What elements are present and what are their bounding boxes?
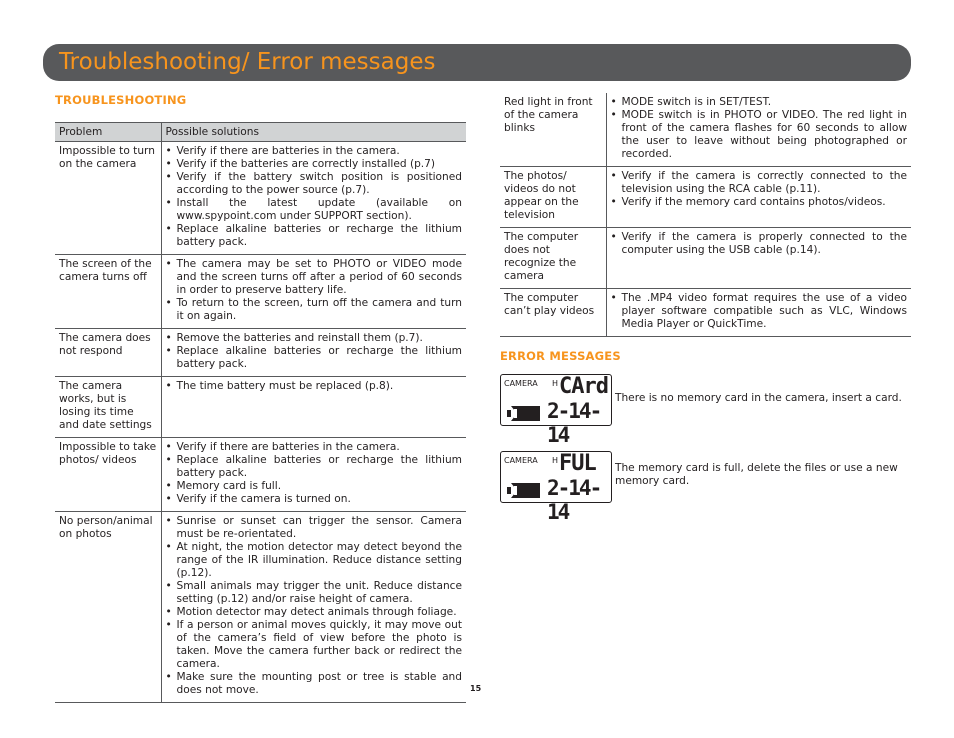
- problem-cell: The computer can’t play videos: [500, 289, 606, 337]
- lcd-mode-label: CAMERA: [504, 456, 538, 465]
- solution-item: • Verify if the battery switch position is positioned according to the power source (p.7).: [166, 171, 463, 197]
- solutions-cell: [161, 438, 466, 512]
- solution-item: • Install the latest update (available on www.spypoint.com under SUPPORT section).: [166, 197, 463, 223]
- troubleshooting-heading: TROUBLESHOOTING: [55, 93, 187, 107]
- solution-item: • The .MP4 video format requires the use of a video player software compatible such as VLC, Windows Media Player or QuickTime.: [611, 292, 908, 331]
- solution-item: • Verify if there are batteries in the camera.: [166, 145, 463, 158]
- solutions-cell: [161, 512, 466, 703]
- solution-item: • MODE switch is in SET/TEST.: [611, 96, 908, 109]
- solution-item: • Verify if the camera is properly connected to the computer using the USB cable (p.14).: [611, 231, 908, 257]
- solution-item: • If a person or animal moves quickly, it may move out of the camera’s field of view before the photo is taken. Move the camera further back or redirect the camera.: [166, 619, 463, 671]
- solution-item: • Replace alkaline batteries or recharge the lithium battery pack.: [166, 345, 463, 371]
- problem-cell: The photos/ videos do not appear on the television: [500, 167, 606, 228]
- solutions-cell: [161, 255, 466, 329]
- solutions-cell: [161, 329, 466, 377]
- solutions-list: [611, 96, 908, 161]
- table-row: [55, 377, 466, 438]
- problem-cell: Impossible to turn on the camera: [55, 142, 161, 255]
- lcd-date: 2-14-14: [547, 476, 601, 524]
- solutions-list: [166, 332, 463, 371]
- solutions-list: [611, 170, 908, 209]
- solution-item: • Make sure the mounting post or tree is stable and does not move.: [166, 671, 463, 697]
- battery-icon: [507, 406, 540, 421]
- solution-item: • Verify if the batteries are correctly installed (p.7): [166, 158, 463, 171]
- lcd-display: [500, 374, 612, 447]
- solution-item: • Verify if the camera is turned on.: [166, 493, 463, 506]
- problem-cell: Impossible to take photos/ videos: [55, 438, 161, 512]
- problem-cell: The computer does not recognize the camera: [500, 228, 606, 289]
- table-row: [500, 289, 911, 337]
- solutions-list: [166, 441, 463, 506]
- solutions-cell: [161, 142, 466, 255]
- solutions-list: [611, 292, 908, 331]
- problem-cell: No person/animal on photos: [55, 512, 161, 703]
- solutions-cell: [606, 93, 911, 167]
- error-messages-heading: ERROR MESSAGES: [500, 349, 621, 363]
- title-banner: [43, 44, 911, 81]
- solution-item: • To return to the screen, turn off the camera and turn it on again.: [166, 297, 463, 323]
- lcd-date: 2-14-14: [547, 399, 601, 447]
- table-row: [55, 142, 466, 255]
- table-row: [55, 255, 466, 329]
- solution-item: • Memory card is full.: [166, 480, 463, 493]
- troubleshooting-table-continued: [500, 93, 911, 337]
- problem-cell: The camera does not respond: [55, 329, 161, 377]
- solution-item: • The camera may be set to PHOTO or VIDEO mode and the screen turns off after a period of 60 seconds in order to preserve battery life.: [166, 258, 463, 297]
- solution-item: • Sunrise or sunset can trigger the sensor. Camera must be re-orientated.: [166, 515, 463, 541]
- solution-item: • Verify if the memory card contains photos/videos.: [611, 196, 908, 209]
- page-title: Troubleshooting/ Error messages: [59, 49, 436, 75]
- column-header-solutions: Possible solutions: [161, 123, 466, 142]
- solutions-list: [166, 380, 463, 393]
- solutions-cell: [606, 167, 911, 228]
- table-row: [500, 93, 911, 167]
- table-row: [500, 167, 911, 228]
- column-header-problem: Problem: [55, 123, 161, 142]
- lcd-h-label: H: [552, 379, 559, 388]
- solution-item: • Small animals may trigger the unit. Reduce distance setting (p.12) and/or raise height of camera.: [166, 580, 463, 606]
- solutions-cell: [606, 228, 911, 289]
- solution-item: • Replace alkaline batteries or recharge the lithium battery pack.: [166, 454, 463, 480]
- problem-cell: The screen of the camera turns off: [55, 255, 161, 329]
- solutions-list: [166, 145, 463, 249]
- table-row: [500, 228, 911, 289]
- solutions-cell: [161, 377, 466, 438]
- error-description: There is no memory card in the camera, insert a card.: [615, 392, 902, 404]
- page-number: 15: [470, 684, 482, 693]
- problem-cell: The camera works, but is losing its time and date settings: [55, 377, 161, 438]
- solution-item: • Verify if there are batteries in the camera.: [166, 441, 463, 454]
- solutions-cell: [606, 289, 911, 337]
- lcd-display: [500, 451, 612, 524]
- solution-item: • Replace alkaline batteries or recharge the lithium battery pack.: [166, 223, 463, 249]
- battery-icon: [507, 483, 540, 498]
- solution-item: • MODE switch is in PHOTO or VIDEO. The red light in front of the camera flashes for 60 seconds to allow the user to leave without being photographed or recorded.: [611, 109, 908, 161]
- solution-item: • Motion detector may detect animals through foliage.: [166, 606, 463, 619]
- solutions-list: [166, 515, 463, 697]
- lcd-error-code: FUL: [559, 451, 596, 476]
- table-row: [55, 438, 466, 512]
- lcd-h-label: H: [552, 456, 559, 465]
- solution-item: • At night, the motion detector may detect beyond the range of the IR illumination. Reduce distance setting (p.12).: [166, 541, 463, 580]
- lcd-mode-label: CAMERA: [504, 379, 538, 388]
- troubleshooting-table: [55, 122, 466, 703]
- solution-item: • Remove the batteries and reinstall them (p.7).: [166, 332, 463, 345]
- table-row: [55, 512, 466, 703]
- problem-cell: Red light in front of the camera blinks: [500, 93, 606, 167]
- solution-item: • The time battery must be replaced (p.8).: [166, 380, 463, 393]
- table-row: [55, 329, 466, 377]
- solution-item: • Verify if the camera is correctly connected to the television using the RCA cable (p.11).: [611, 170, 908, 196]
- lcd-error-code: CArd: [559, 374, 608, 399]
- solutions-list: [611, 231, 908, 257]
- solutions-list: [166, 258, 463, 323]
- error-description: The memory card is full, delete the files or use a new memory card.: [615, 462, 898, 487]
